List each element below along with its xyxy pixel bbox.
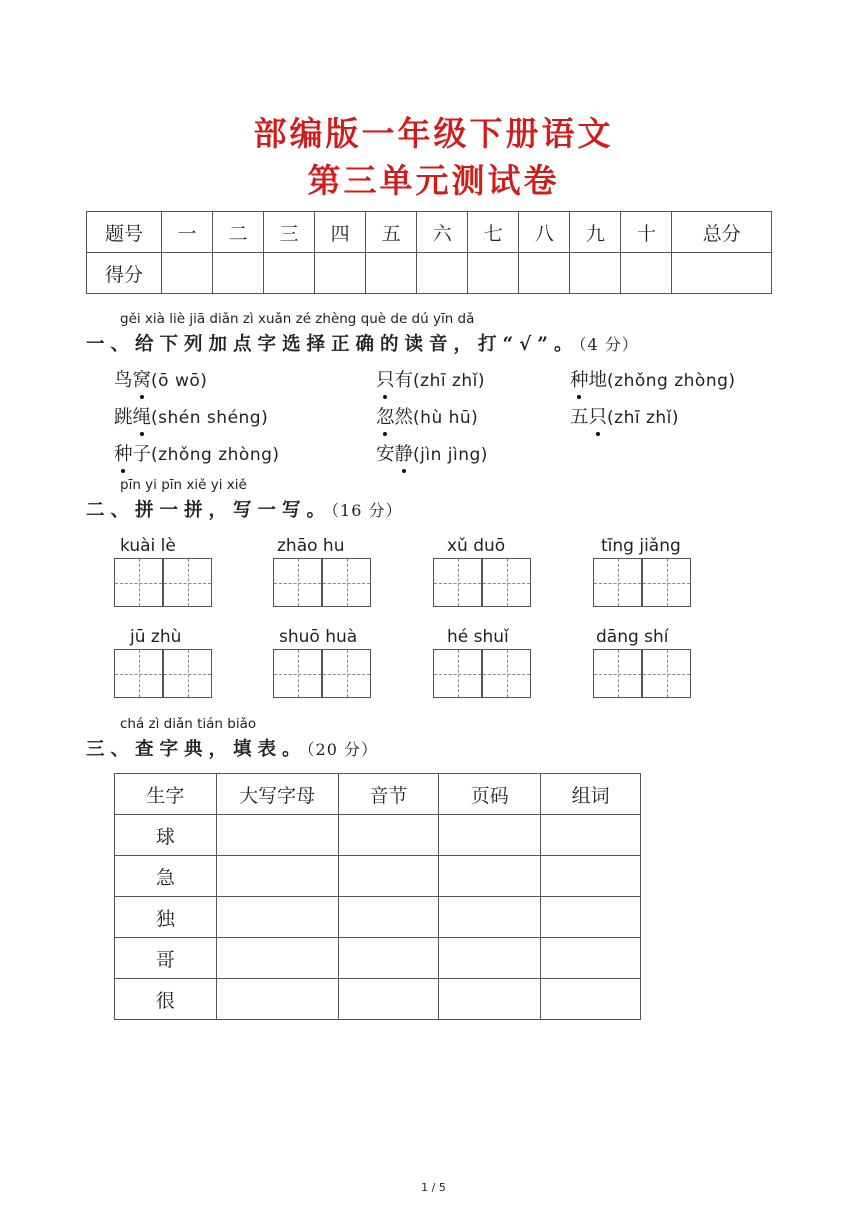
lookup-answer-cell[interactable] <box>439 856 541 897</box>
score-header-cell: 题号 <box>87 212 162 253</box>
writing-grid <box>273 649 373 699</box>
item-char: 安 <box>376 444 395 465</box>
word-pinyin: shuō huà <box>279 627 358 647</box>
score-header-cell: 四 <box>315 212 366 253</box>
section2-pinyin: pīn yi pīn xiě yi xiě <box>120 477 247 493</box>
lookup-answer-cell[interactable] <box>338 856 439 897</box>
tian-box[interactable] <box>163 649 212 698</box>
score-cell[interactable] <box>468 253 519 294</box>
lookup-answer-cell[interactable] <box>338 815 439 856</box>
score-table-header-row <box>87 212 772 253</box>
lookup-answer-cell[interactable] <box>541 938 641 979</box>
tian-box[interactable] <box>114 558 163 607</box>
lookup-row <box>115 897 641 938</box>
score-header-cell: 九 <box>570 212 621 253</box>
item-pinyin-choices[interactable]: (shén shéng) <box>151 408 269 428</box>
word-pinyin: jū zhù <box>130 627 182 647</box>
item-char: 子 <box>132 444 152 465</box>
lookup-header-cell: 大写字母 <box>216 774 338 815</box>
lookup-answer-cell[interactable] <box>439 979 541 1020</box>
score-cell[interactable] <box>672 253 772 294</box>
writing-grid <box>593 558 693 608</box>
reading-item <box>376 440 488 466</box>
reading-item <box>114 440 280 466</box>
item-char: 跳 <box>114 407 133 428</box>
lookup-answer-cell[interactable] <box>541 856 641 897</box>
lookup-header-cell: 生字 <box>115 774 217 815</box>
score-header-cell: 八 <box>519 212 570 253</box>
dotted-char: 窝 <box>132 370 152 391</box>
section2-heading <box>86 496 402 522</box>
tian-box[interactable] <box>114 649 163 698</box>
reading-item <box>114 366 207 392</box>
tian-box[interactable] <box>322 558 371 607</box>
score-header-cell: 十 <box>621 212 672 253</box>
tian-box[interactable] <box>593 649 642 698</box>
lookup-char-cell: 球 <box>115 815 217 856</box>
tian-box[interactable] <box>163 558 212 607</box>
section1-heading <box>86 330 639 356</box>
lookup-header-cell: 组词 <box>541 774 641 815</box>
lookup-char-cell: 独 <box>115 897 217 938</box>
section1-pinyin: gěi xià liè jiā diǎn zì xuǎn zé zhèng què de dú yīn dǎ <box>120 311 475 327</box>
writing-grid <box>273 558 373 608</box>
score-cell[interactable] <box>417 253 468 294</box>
item-pinyin-choices[interactable]: (hù hū) <box>413 408 479 428</box>
score-cell[interactable] <box>621 253 672 294</box>
lookup-char-cell: 急 <box>115 856 217 897</box>
item-char: 地 <box>588 370 608 391</box>
lookup-answer-cell[interactable] <box>216 897 338 938</box>
score-header-cell: 二 <box>213 212 264 253</box>
dotted-char: 种 <box>114 444 133 465</box>
lookup-header-cell: 音节 <box>338 774 439 815</box>
score-table-score-row <box>87 253 772 294</box>
score-cell[interactable] <box>315 253 366 294</box>
word-pinyin: tīng jiǎng <box>601 536 681 556</box>
writing-grid <box>433 649 533 699</box>
score-cell[interactable] <box>264 253 315 294</box>
lookup-char-cell: 哥 <box>115 938 217 979</box>
lookup-answer-cell[interactable] <box>439 815 541 856</box>
writing-grid <box>114 558 214 608</box>
tian-box[interactable] <box>322 649 371 698</box>
word-pinyin: kuài lè <box>120 536 176 556</box>
writing-grid <box>114 649 214 699</box>
lookup-header-row <box>115 774 641 815</box>
lookup-answer-cell[interactable] <box>216 938 338 979</box>
reading-item <box>570 366 736 392</box>
page-number: 1 / 5 <box>421 1181 446 1194</box>
dictionary-lookup-table <box>114 773 641 1020</box>
page-title: 部编版一年级下册语文 <box>253 114 614 153</box>
lookup-answer-cell[interactable] <box>541 979 641 1020</box>
page-subtitle: 第三单元测试卷 <box>307 161 560 200</box>
lookup-row <box>115 979 641 1020</box>
tian-box[interactable] <box>593 558 642 607</box>
score-cell[interactable] <box>366 253 417 294</box>
section1-heading-text: 一、给下列加点字选择正确的读音，打“√”。 <box>86 334 579 355</box>
lookup-row <box>115 815 641 856</box>
tian-box[interactable] <box>482 649 531 698</box>
dotted-char: 只 <box>588 407 608 428</box>
writing-grid <box>433 558 533 608</box>
section3-heading-text: 三、查字典，填表。 <box>86 739 307 760</box>
section1-score: （4 分） <box>578 335 639 354</box>
item-char: 有 <box>394 370 414 391</box>
word-pinyin: dāng shí <box>596 627 669 647</box>
tian-box[interactable] <box>273 649 322 698</box>
lookup-row <box>115 856 641 897</box>
word-pinyin: zhāo hu <box>277 536 345 556</box>
section3-heading <box>86 735 378 761</box>
score-header-cell: 一 <box>162 212 213 253</box>
score-header-cell: 总分 <box>672 212 772 253</box>
lookup-row <box>115 938 641 979</box>
tian-box[interactable] <box>642 558 691 607</box>
section3-pinyin: chá zì diǎn tián biǎo <box>120 716 257 732</box>
section3-score: （20 分） <box>306 740 378 759</box>
item-char: 然 <box>394 407 414 428</box>
score-cell[interactable] <box>570 253 621 294</box>
reading-item <box>376 366 485 392</box>
tian-box[interactable] <box>482 558 531 607</box>
item-pinyin-choices[interactable]: (zhī zhǐ) <box>413 371 486 391</box>
dotted-char: 静 <box>394 444 414 465</box>
reading-item <box>114 403 268 429</box>
item-pinyin-choices[interactable]: (zhǒng zhòng) <box>151 445 280 465</box>
score-table <box>86 211 772 294</box>
item-pinyin-choices[interactable]: (ō wō) <box>151 371 208 391</box>
item-pinyin-choices[interactable]: (zhǒng zhòng) <box>607 371 736 391</box>
score-header-cell: 三 <box>264 212 315 253</box>
lookup-answer-cell[interactable] <box>216 815 338 856</box>
dotted-char: 忽 <box>376 407 395 428</box>
writing-grid <box>593 649 693 699</box>
score-row-label: 得分 <box>87 253 162 294</box>
lookup-answer-cell[interactable] <box>216 856 338 897</box>
section2-heading-text: 二、拼一拼，写一写。 <box>86 500 332 521</box>
score-header-cell: 六 <box>417 212 468 253</box>
reading-item <box>570 403 679 429</box>
score-cell[interactable] <box>162 253 213 294</box>
lookup-answer-cell[interactable] <box>216 979 338 1020</box>
lookup-answer-cell[interactable] <box>338 897 439 938</box>
tian-box[interactable] <box>642 649 691 698</box>
tian-box[interactable] <box>433 649 482 698</box>
dotted-char: 种 <box>570 370 589 391</box>
section2-score: （16 分） <box>331 501 403 520</box>
lookup-char-cell: 很 <box>115 979 217 1020</box>
item-char: 鸟 <box>114 370 133 391</box>
lookup-answer-cell[interactable] <box>439 897 541 938</box>
item-char: 五 <box>570 407 589 428</box>
item-pinyin-choices[interactable]: (zhī zhǐ) <box>607 408 680 428</box>
item-pinyin-choices[interactable]: (jìn jìng) <box>413 445 488 465</box>
lookup-answer-cell[interactable] <box>439 938 541 979</box>
word-pinyin: hé shuǐ <box>447 627 509 647</box>
lookup-answer-cell[interactable] <box>338 979 439 1020</box>
dotted-char: 只 <box>376 370 395 391</box>
dotted-char: 绳 <box>132 407 152 428</box>
tian-box[interactable] <box>273 558 322 607</box>
lookup-header-cell: 页码 <box>439 774 541 815</box>
lookup-answer-cell[interactable] <box>338 938 439 979</box>
score-header-cell: 七 <box>468 212 519 253</box>
score-cell[interactable] <box>519 253 570 294</box>
tian-box[interactable] <box>433 558 482 607</box>
lookup-answer-cell[interactable] <box>541 897 641 938</box>
score-header-cell: 五 <box>366 212 417 253</box>
reading-item <box>376 403 478 429</box>
score-cell[interactable] <box>213 253 264 294</box>
word-pinyin: xǔ duō <box>447 536 506 556</box>
lookup-answer-cell[interactable] <box>541 815 641 856</box>
